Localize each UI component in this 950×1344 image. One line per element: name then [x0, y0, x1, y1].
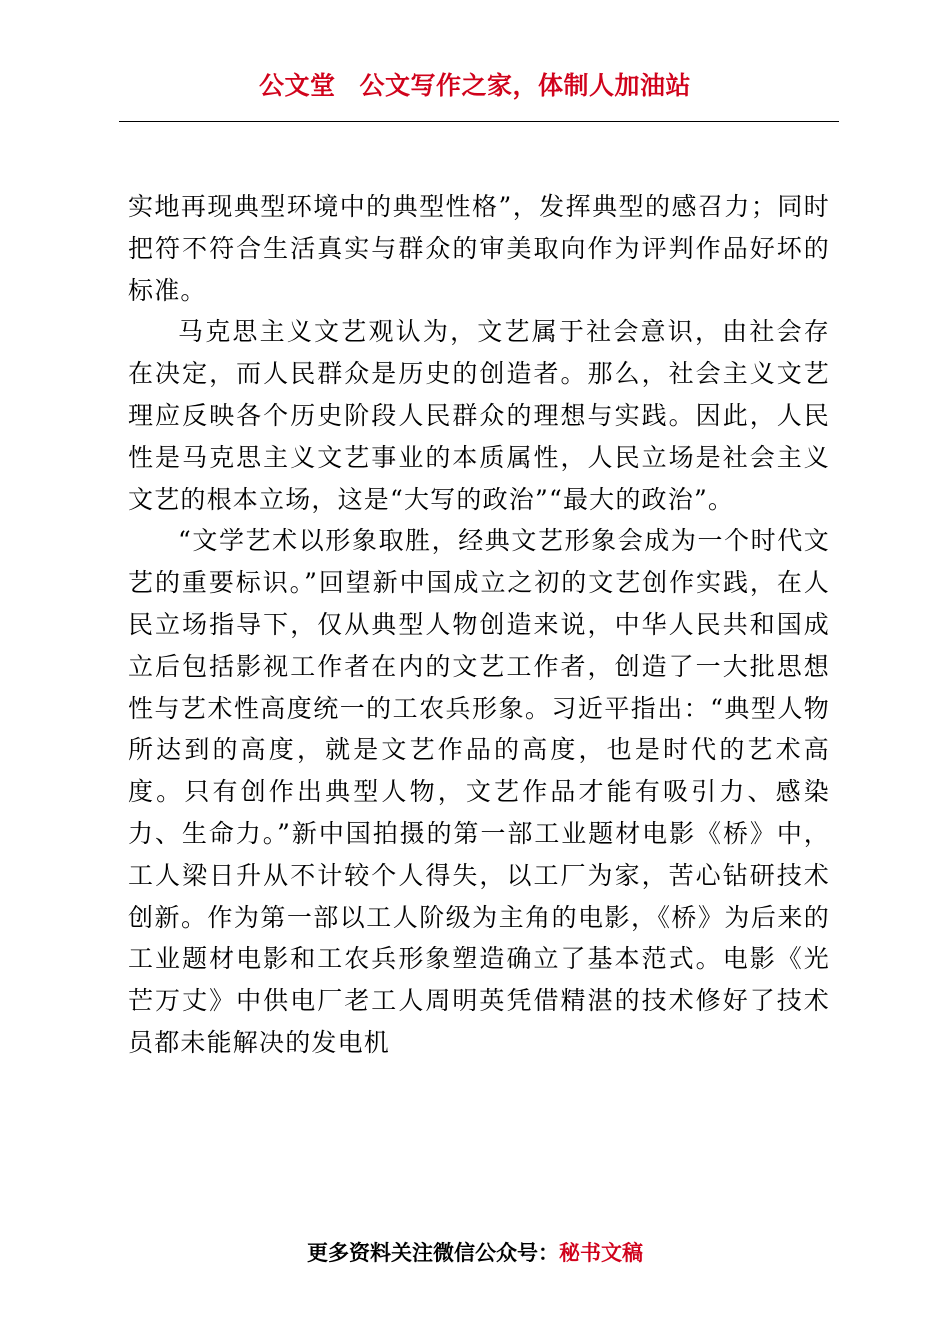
header-slogan: 公文写作之家，体制人加油站 [359, 71, 692, 100]
footer-prefix: 更多资料关注微信公众号： [307, 1241, 559, 1265]
document-body [128, 186, 830, 1064]
header-brand: 公文堂 [258, 71, 336, 100]
page-header [0, 68, 950, 104]
paragraph-continuation: 实地再现典型环境中的典型性格”，发挥典型的感召力；同时把符不符合生活真实与群众的审美取向作为评判作品好坏的标准。 [128, 192, 830, 305]
header-divider [119, 121, 839, 122]
page-footer [0, 1237, 950, 1269]
footer-account: 秘书文稿 [559, 1241, 643, 1265]
paragraph-marxist-view: 马克思主义文艺观认为，文艺属于社会意识，由社会存在决定，而人民群众是历史的创造者。那么，社会主义文艺理应反映各个历史阶段人民群众的理想与实践。因此，人民性是马克思主义文艺事业的本质属性，人民立场是社会主义文艺的根本立场，这是“大写的政治”“最大的政治”。 [128, 317, 830, 514]
paragraph-typical-characters: “文学艺术以形象取胜，经典文艺形象会成为一个时代文艺的重要标识。”回望新中国成立之初的文艺创作实践，在人民立场指导下，仅从典型人物创造来说，中华人民共和国成立后包括影视工作者在内的文艺工作者，创造了一大批思想性与艺术性高度统一的工农兵形象。习近平指出：“典型人物所达到的高度，就是文艺作品的高度，也是时代的艺术高度。只有创作出典型人物，文艺作品才能有吸引力、感染力、生命力。”新中国拍摄的第一部工业题材电影《桥》中，工人梁日升从不计较个人得失，以工厂为家，苦心钻研技术创新。作为第一部以工人阶级为主角的电影，《桥》为后来的工业题材电影和工农兵形象塑造确立了基本范式。电影《光芒万丈》中供电厂老工人周明英凭借精湛的技术修好了技术员都未能解决的发电机 [128, 526, 830, 1057]
